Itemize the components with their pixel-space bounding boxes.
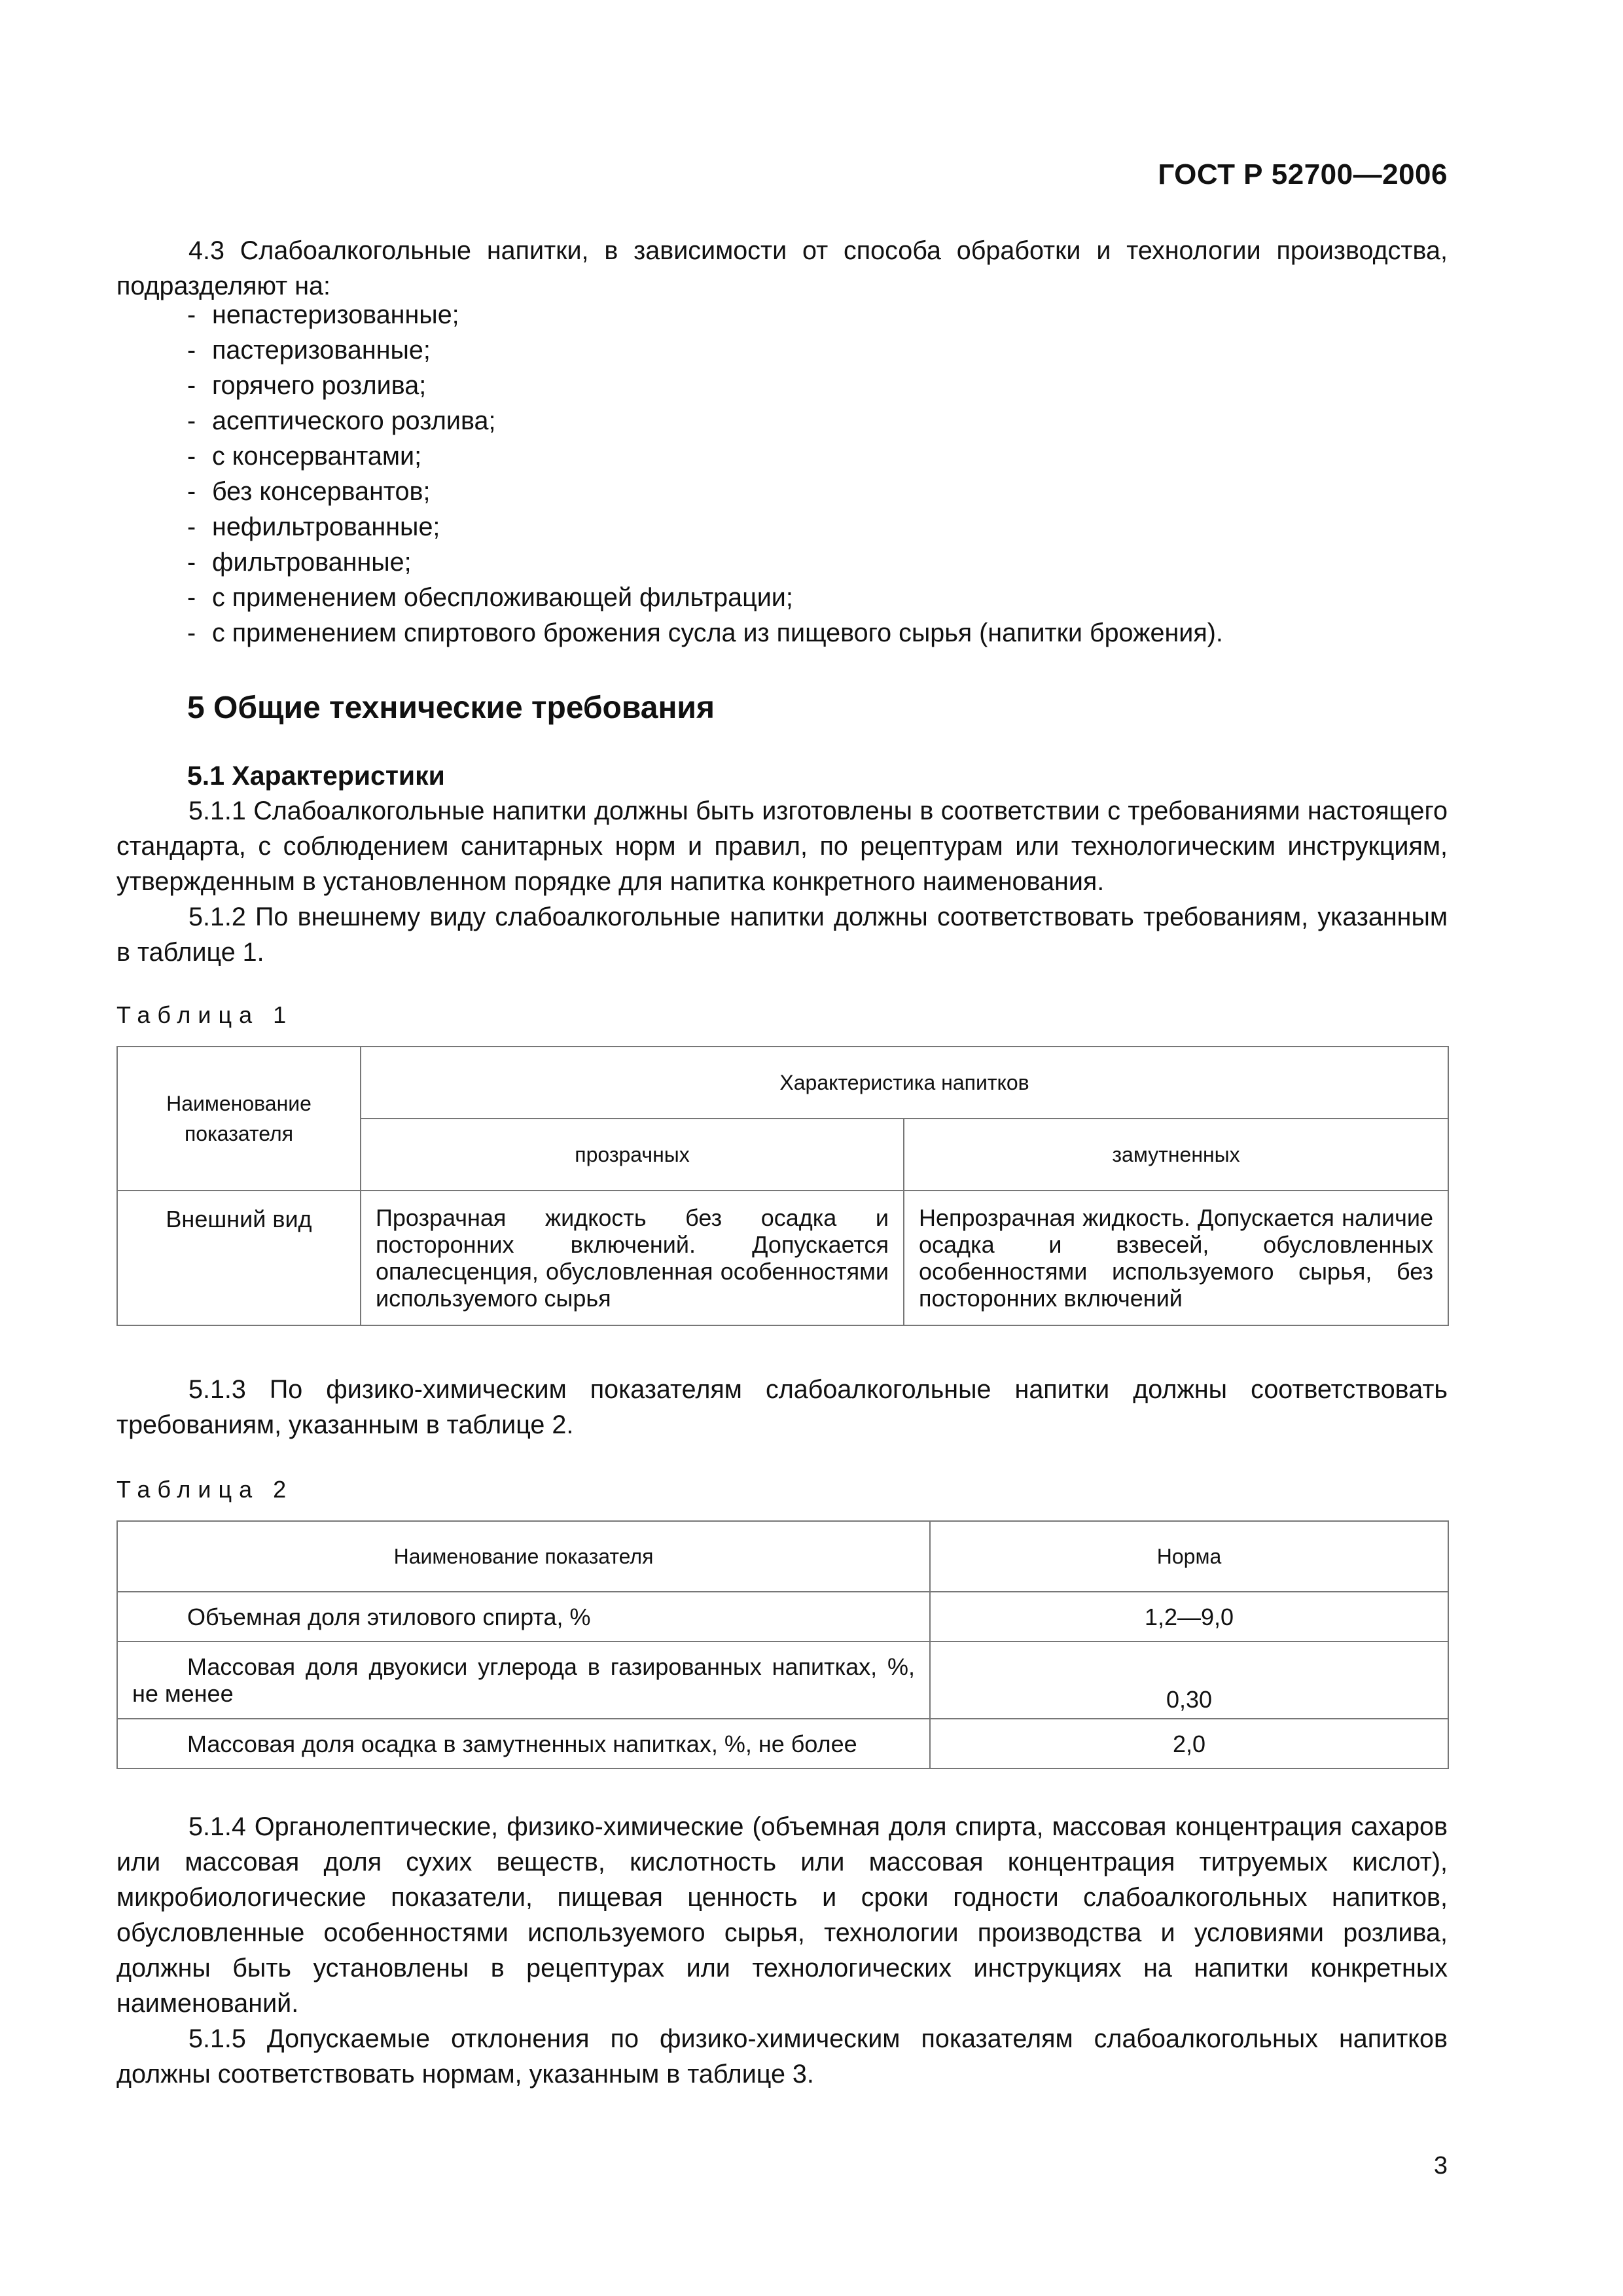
paragraph-5-1-3: 5.1.3 По физико-химическим показателям слабоалкогольные напитки должны соответствовать требованиям, указанным в таблице 2. <box>116 1375 1448 1439</box>
list-item: - горячего розлива; <box>187 371 427 400</box>
table-row <box>117 1191 1448 1325</box>
drink-processing-list <box>187 297 1223 651</box>
document-page <box>116 0 1448 2296</box>
section-5-heading: 5 Общие технические требования <box>187 691 715 725</box>
table-2-row-name: Массовая доля осадка в замутненных напитках, %, не более <box>187 1730 857 1757</box>
table-2-row-name: Объемная доля этилового спирта, % <box>187 1603 591 1630</box>
list-item: - нефильтрованные; <box>187 512 440 541</box>
table-2-header-norm: Норма <box>930 1521 1448 1592</box>
table-2-caption: Таблица 2 <box>116 1476 294 1503</box>
table-1-caption: Таблица 1 <box>116 1001 294 1028</box>
table-1-row-name: Внешний вид <box>117 1191 361 1325</box>
table-row <box>117 1719 1448 1768</box>
table-row <box>117 1592 1448 1641</box>
table-1-name-header: Наименование показателя <box>117 1047 361 1191</box>
page-number: 3 <box>1433 2152 1448 2179</box>
list-item: - с консервантами; <box>187 442 422 471</box>
paragraph-5-1-5: 5.1.5 Допускаемые отклонения по физико-химическим показателям слабоалкогольных напитков должны соответствовать нормам, указанным в таблице 3. <box>116 2024 1448 2089</box>
list-item: - асептического розлива; <box>187 406 496 435</box>
list-item: - с применением обеспложивающей фильтрации; <box>187 583 793 612</box>
paragraph-5-1-4: 5.1.4 Органолептические, физико-химические (объемная доля спирта, массовая концентрация сахаров или массовая доля сухих веществ, кислотность или массовая концентрация титруемых кислот), микробиологические показатели, пищевая ценность и сроки годности слабоалкогольных напитков, обусловленные особенностями используемого сырья, технологии производства и условиями розлива, должны быть установлены в рецептурах или технологических инструкциях на напитки конкретных наименований. <box>116 1812 1448 2018</box>
paragraph-5-1-2: 5.1.2 По внешнему виду слабоалкогольные напитки должны соответствовать требованиям, указанным в таблице 1. <box>116 903 1448 967</box>
list-item: - фильтрованные; <box>187 548 412 577</box>
table-1-row-turbid: Непрозрачная жидкость. Допускается наличие осадка и взвесей, обусловленных особенностями используемого сырья, без посторонних включений <box>904 1191 1448 1325</box>
table-2-row-name: Массовая доля двуокиси углерода в газированных напитках, %, не менее <box>132 1653 915 1707</box>
standard-code: ГОСТ Р 52700—2006 <box>1158 158 1448 190</box>
paragraph-5-1-1: 5.1.1 Слабоалкогольные напитки должны быть изготовлены в соответствии с требованиями настоящего стандарта, с соблюдением санитарных норм и правил, по рецептурам или технологическим инструкциям, утвержденным в установленном порядке для напитка конкретного наименования. <box>116 797 1448 896</box>
table-2-row-norm: 1,2—9,0 <box>930 1592 1448 1641</box>
table-row <box>117 1641 1448 1719</box>
section-5-1-heading: 5.1 Характеристики <box>187 761 445 791</box>
table-2-row-norm: 2,0 <box>930 1719 1448 1768</box>
list-item: - с применением спиртового брожения сусла из пищевого сырья (напитки брожения). <box>187 619 1223 647</box>
table-1-header-turbid: замутненных <box>904 1119 1448 1191</box>
table-1-row-clear: Прозрачная жидкость без осадка и посторонних включений. Допускается опалесценция, обусловленная особенностями используемого сырья <box>361 1191 904 1325</box>
table-1-header-clear: прозрачных <box>361 1119 904 1191</box>
list-item: - пастеризованные; <box>187 336 431 365</box>
paragraph-4-3-intro: 4.3 Слабоалкогольные напитки, в зависимости от способа обработки и технологии производства, подразделяют на: <box>116 236 1448 300</box>
table-1-group-header: Характеристика напитков <box>361 1047 1448 1119</box>
table-1 <box>116 1046 1449 1326</box>
list-item: - непастеризованные; <box>187 300 459 329</box>
table-2 <box>116 1520 1449 1769</box>
table-2-header-name: Наименование показателя <box>117 1521 930 1592</box>
table-2-row-norm: 0,30 <box>930 1641 1448 1719</box>
list-item: - без консервантов; <box>187 477 431 506</box>
